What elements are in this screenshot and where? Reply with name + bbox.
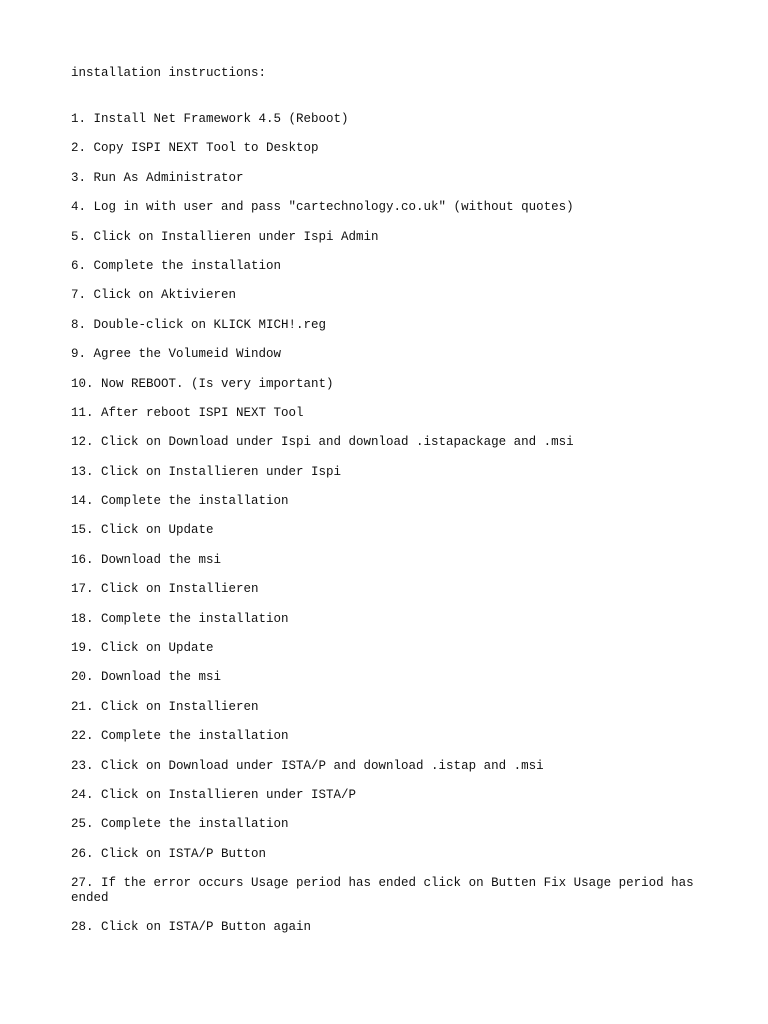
instruction-list — [71, 112, 711, 935]
instruction-step: 2. Copy ISPI NEXT Tool to Desktop — [71, 141, 319, 156]
instruction-step: 26. Click on ISTA/P Button — [71, 846, 267, 861]
instruction-step: 5. Click on Installieren under Ispi Admin — [71, 229, 379, 244]
instruction-step: 27. If the error occurs Usage period has ended click on Butten Fix Usage period has ended — [71, 876, 694, 905]
instruction-step: 8. Double-click on KLICK MICH!.reg — [71, 317, 327, 332]
instruction-step: 20. Download the msi — [71, 670, 222, 685]
instruction-step: 17. Click on Installieren — [71, 582, 259, 597]
instruction-step: 11. After reboot ISPI NEXT Tool — [71, 405, 304, 420]
instruction-step: 19. Click on Update — [71, 641, 214, 656]
instruction-step: 18. Complete the installation — [71, 611, 289, 626]
instruction-step: 4. Log in with user and pass "cartechnology.co.uk" (without quotes) — [71, 200, 574, 215]
instruction-step: 14. Complete the installation — [71, 494, 289, 509]
instruction-step: 13. Click on Installieren under Ispi — [71, 464, 342, 479]
instruction-step: 3. Run As Administrator — [71, 170, 244, 185]
instruction-step: 25. Complete the installation — [71, 817, 289, 832]
document-heading: installation instructions: — [71, 66, 267, 80]
instruction-step: 12. Click on Download under Ispi and download .istapackage and .msi — [71, 435, 574, 450]
instruction-step: 16. Download the msi — [71, 552, 222, 567]
instruction-step: 7. Click on Aktivieren — [71, 288, 237, 303]
instruction-step: 9. Agree the Volumeid Window — [71, 347, 282, 362]
instruction-step: 28. Click on ISTA/P Button again — [71, 920, 312, 935]
instruction-step: 22. Complete the installation — [71, 729, 289, 744]
instruction-step: 10. Now REBOOT. (Is very important) — [71, 376, 334, 391]
instruction-step: 6. Complete the installation — [71, 258, 282, 273]
instruction-step: 15. Click on Update — [71, 523, 214, 538]
document-page — [71, 66, 711, 949]
instruction-step: 1. Install Net Framework 4.5 (Reboot) — [71, 112, 349, 126]
instruction-step: 24. Click on Installieren under ISTA/P — [71, 787, 357, 802]
instruction-step: 21. Click on Installieren — [71, 699, 259, 714]
instruction-step: 23. Click on Download under ISTA/P and download .istap and .msi — [71, 758, 544, 773]
